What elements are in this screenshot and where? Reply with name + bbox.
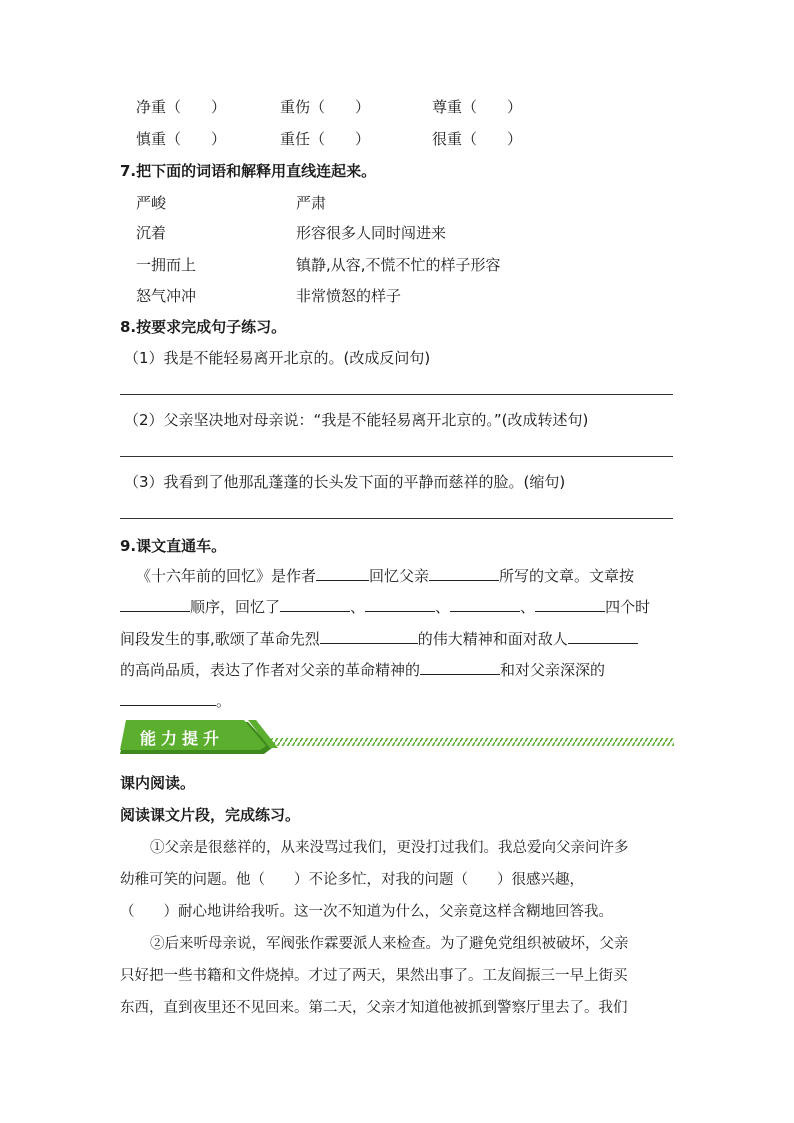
- q9-text: 顺序，回忆了: [190, 598, 281, 616]
- q7-word-4: 怒气冲冲: [136, 287, 197, 305]
- q9-text: 。: [216, 692, 232, 710]
- q9-text: 和对父亲深深的: [500, 661, 606, 679]
- q6-item-1: 净重（ ）: [136, 98, 227, 116]
- passage-line: 东西，直到夜里还不见回来。第二天，父亲才知道他被抓到警察厅里去了。我们: [120, 1000, 628, 1016]
- q9-text: 四个时: [605, 598, 651, 616]
- passage-line: ①父亲是很慈祥的，从来没骂过我们，更没打过我们。我总爱向父亲问许多: [150, 840, 629, 856]
- banner-hatch-bar: [270, 738, 674, 746]
- q9-text: 、: [520, 598, 536, 616]
- answer-line-3[interactable]: [120, 518, 673, 519]
- reading-section-title: 课内阅读。: [120, 774, 196, 792]
- passage-line: 只好把一些书籍和文件烧掉。才过了两天，果然出事了。工友阎振三一早上街买: [120, 968, 628, 984]
- fill-blank[interactable]: [568, 629, 638, 644]
- fill-blank[interactable]: [320, 629, 418, 644]
- q6-item-6: 很重（ ）: [432, 130, 523, 148]
- q9-line-2: [120, 596, 650, 617]
- fill-blank[interactable]: [120, 597, 190, 612]
- passage-line: （ ）耐心地讲给我听。这一次不知道为什么，父亲竟这样含糊地回答我。: [120, 904, 613, 920]
- q6-item-5: 重任（ ）: [280, 130, 371, 148]
- fill-blank[interactable]: [280, 597, 350, 612]
- q9-text: 《十六年前的回忆》是作者: [136, 567, 317, 585]
- q8-item-2: （2）父亲坚决地对母亲说：“我是不能轻易离开北京的。”(改成转述句): [124, 411, 589, 429]
- q9-line-1: [136, 565, 634, 586]
- passage-line: ②后来听母亲说，军阀张作霖要派人来检查。为了避免党组织被破坏，父亲: [150, 936, 629, 952]
- reading-instruction: 阅读课文片段，完成练习。: [120, 806, 301, 824]
- q7-word-2: 沉着: [136, 224, 167, 242]
- passage-line: 幼稚可笑的问题。他（ ）不论多忙，对我的问题（ ）很感兴趣，: [120, 872, 584, 888]
- q7-meaning-2: 形容很多人同时闯进来: [296, 224, 447, 242]
- fill-blank[interactable]: [429, 566, 499, 581]
- q8-item-3: （3）我看到了他那乱蓬蓬的长头发下面的平静而慈祥的脸。(缩句): [124, 473, 566, 491]
- q9-text: 的高尚品质，表达了作者对父亲的革命精神的: [120, 661, 421, 679]
- fill-blank[interactable]: [120, 691, 216, 706]
- q9-text: 间段发生的事,歌颂了革命先烈: [120, 630, 320, 648]
- q7-word-3: 一拥而上: [136, 256, 197, 274]
- q6-item-4: 慎重（ ）: [136, 130, 227, 148]
- fill-blank[interactable]: [535, 597, 605, 612]
- q9-text: 的伟大精神和面对敌人: [417, 630, 568, 648]
- fill-blank[interactable]: [316, 566, 369, 581]
- banner-label: 能力提升: [140, 729, 225, 748]
- q7-meaning-3: 镇静,从容,不慌不忙的样子形容: [296, 256, 501, 274]
- fill-blank[interactable]: [420, 660, 500, 675]
- q9-title: 9.课文直通车。: [120, 537, 227, 555]
- section-banner: [120, 718, 676, 754]
- q8-title: 8.按要求完成句子练习。: [120, 318, 287, 336]
- q9-text: 回忆父亲: [369, 567, 430, 585]
- q6-item-2: 重伤（ ）: [280, 98, 371, 116]
- q8-item-1: （1）我是不能轻易离开北京的。(改成反问句): [124, 349, 431, 367]
- q9-text: 、: [350, 598, 366, 616]
- q7-word-1: 严峻: [136, 194, 167, 212]
- q9-line-4: [120, 659, 605, 680]
- q7-meaning-1: 严肃: [296, 194, 327, 212]
- q9-text: 、: [435, 598, 451, 616]
- q9-line-5: [120, 690, 231, 711]
- fill-blank[interactable]: [365, 597, 435, 612]
- fill-blank[interactable]: [450, 597, 520, 612]
- q9-text: 所写的文章。文章按: [499, 567, 635, 585]
- answer-line-1[interactable]: [120, 394, 673, 395]
- q6-item-3: 尊重（ ）: [432, 98, 523, 116]
- q9-line-3: [120, 628, 638, 649]
- q7-meaning-4: 非常愤怒的样子: [296, 287, 402, 305]
- answer-line-2[interactable]: [120, 456, 673, 457]
- q7-title: 7.把下面的词语和解释用直线连起来。: [120, 162, 377, 180]
